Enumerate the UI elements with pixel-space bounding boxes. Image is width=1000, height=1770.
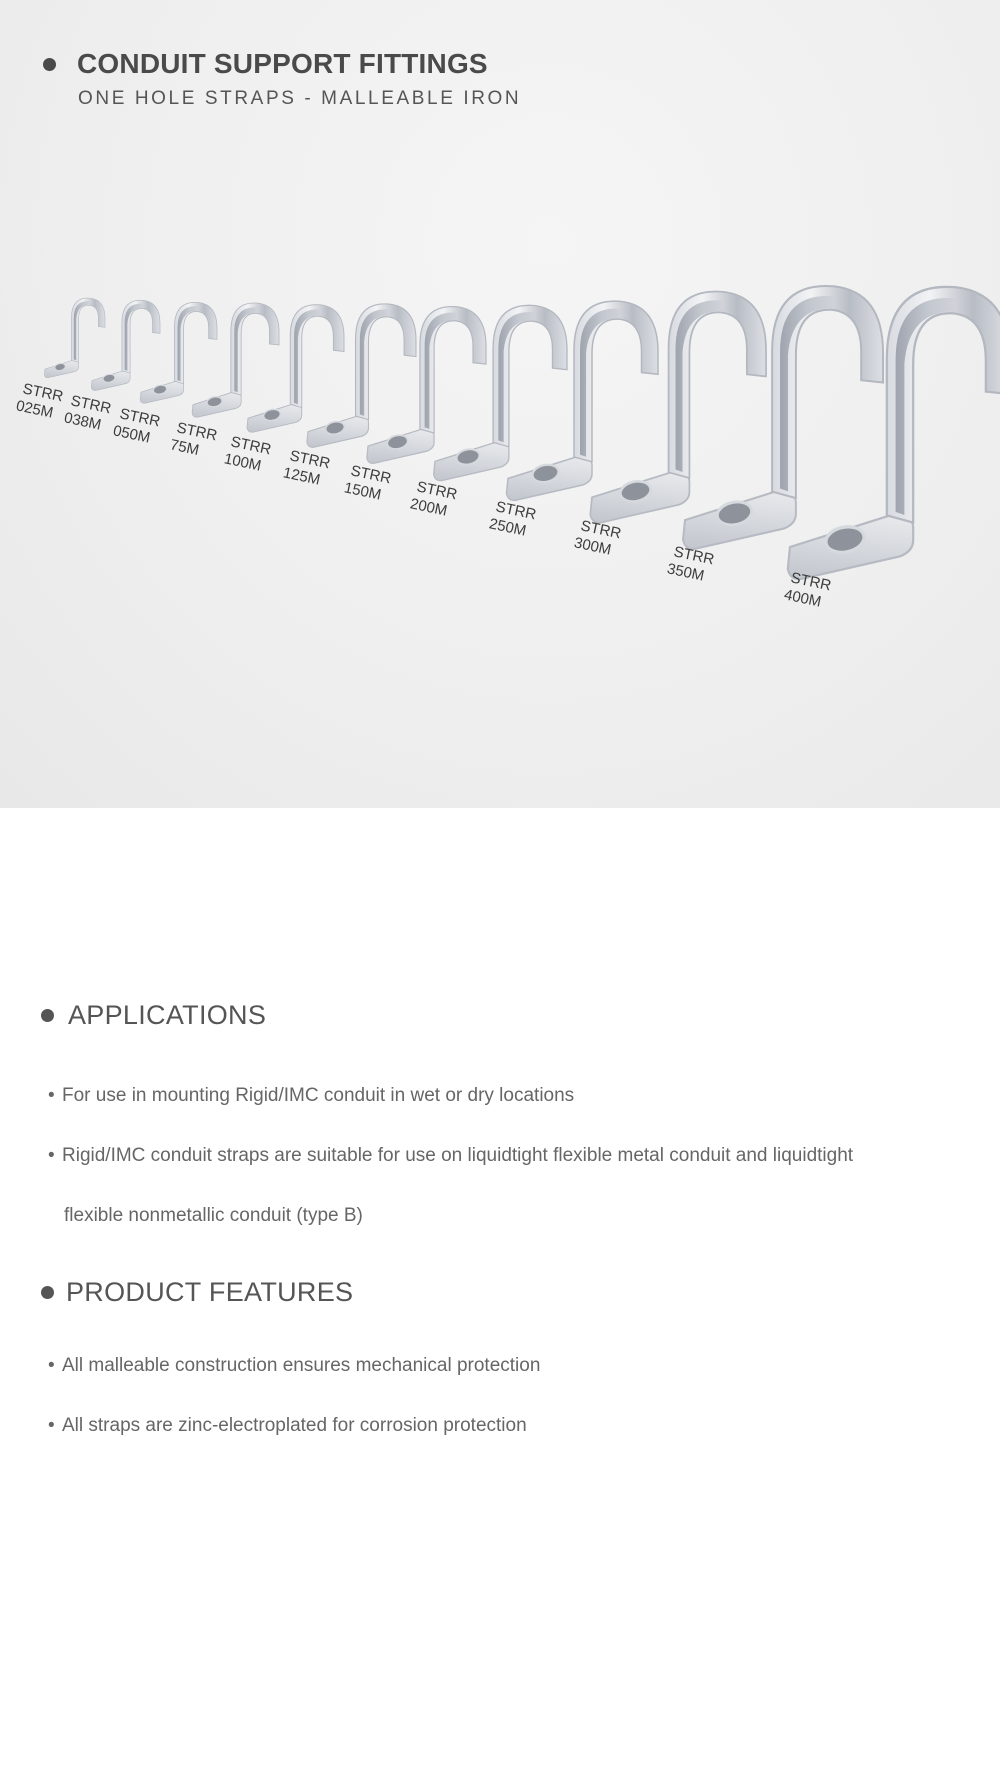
- product-features-title: PRODUCT FEATURES: [66, 1277, 354, 1307]
- strap-label: STRR038M: [62, 392, 113, 434]
- strap-illustration: [683, 270, 883, 569]
- straps-illustration: [0, 0, 1000, 808]
- bullet-icon: •: [48, 1085, 55, 1106]
- bullet-icon: •: [48, 1145, 55, 1166]
- hero-banner: [0, 0, 1000, 808]
- list-item-continuation: flexible nonmetallic conduit (type B): [64, 1205, 363, 1226]
- list-item: • For use in mounting Rigid/IMC conduit in wet or dry locations: [48, 1085, 575, 1106]
- list-item: • All straps are zinc-electroplated for corrosion protection: [48, 1415, 527, 1436]
- strap-illustration: [307, 295, 416, 458]
- strap-label: STRR150M: [342, 462, 393, 504]
- strap-illustration: [44, 293, 105, 383]
- strap-label: STRR125M: [281, 447, 332, 489]
- hero-title: CONDUIT SUPPORT FITTINGS: [77, 48, 488, 79]
- bullet-icon: •: [48, 1355, 55, 1376]
- applications-title: APPLICATIONS: [68, 1000, 267, 1030]
- strap-label: STRR025M: [14, 380, 65, 422]
- bullet-dot-icon: [41, 1286, 54, 1299]
- strap-label: STRR100M: [222, 433, 273, 475]
- strap-label: STRR050M: [111, 405, 162, 447]
- strap-label: STRR300M: [572, 517, 623, 559]
- strap-illustration: [247, 297, 344, 442]
- list-item: • Rigid/IMC conduit straps are suitable for use on liquidtight flexible metal conduit and liquidtight: [48, 1145, 854, 1166]
- bullet-icon: •: [48, 1415, 55, 1436]
- strap-illustration: [788, 270, 1000, 602]
- bullet-dot-icon: [41, 1009, 54, 1022]
- hero-subtitle: ONE HOLE STRAPS - MALLEABLE IRON: [78, 88, 522, 109]
- strap-label: STRR350M: [665, 543, 716, 585]
- strap-label: STRR400M: [782, 569, 833, 611]
- strap-label: STRR250M: [487, 498, 538, 540]
- strap-label: STRR75M: [168, 419, 219, 459]
- strap-label: STRR200M: [408, 478, 459, 520]
- list-item: • All malleable construction ensures mechanical protection: [48, 1355, 541, 1376]
